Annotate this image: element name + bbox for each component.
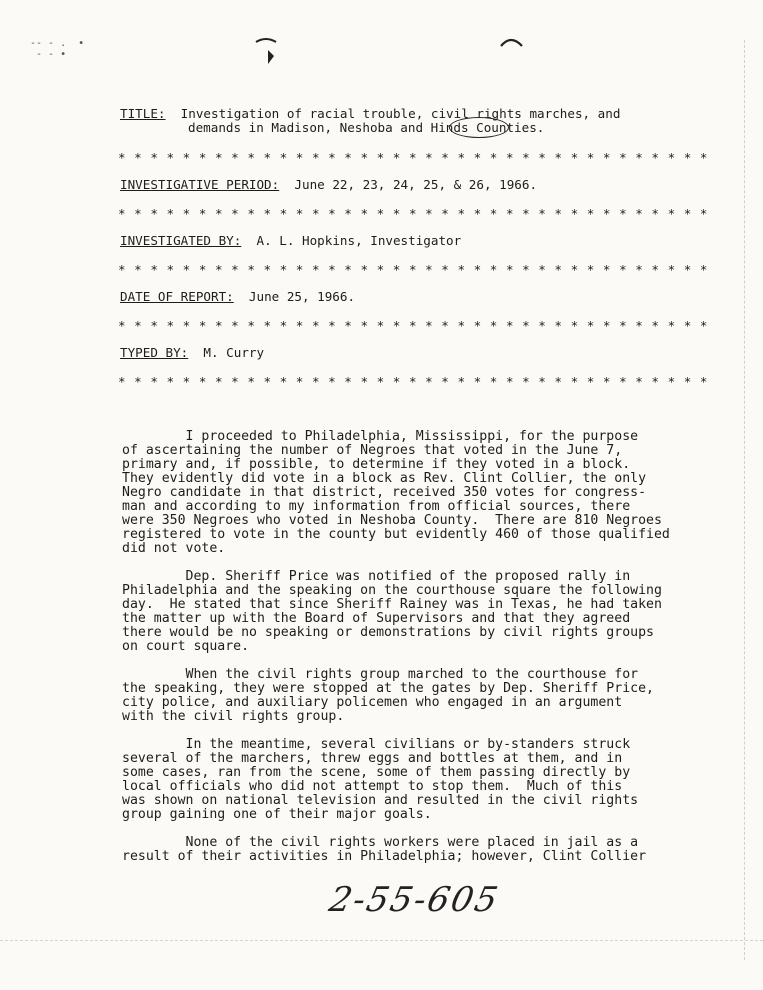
title-text-1: Investigation of racial trouble, civil rights marches, and: [180, 106, 621, 121]
report-date-line: [120, 290, 355, 304]
period-value: June 22, 23, 24, 25, & 26, 1966.: [294, 177, 538, 192]
margin-marks: -- - . • - - •: [30, 38, 85, 60]
investigator-value: A. L. Hopkins, Investigator: [256, 233, 462, 248]
period-line: [120, 178, 537, 192]
title-line-1: [120, 107, 620, 121]
typed-by-value: M. Curry: [203, 345, 265, 360]
investigator-label: INVESTIGATED BY:: [120, 233, 242, 248]
title-label: TITLE:: [120, 106, 166, 121]
paragraph-5: None of the civil rights workers were placed in jail as a result of their activities in Philadelphia; however, Clint Collier: [122, 835, 647, 864]
report-date-value: June 25, 1966.: [248, 289, 356, 304]
star-divider-3: * * * * * * * * * * * * * * * * * * * * * * * * * * * * * * * * * * * * *: [118, 262, 708, 277]
title-line-2: demands in Madison, Neshoba and Hinds Counties.: [188, 120, 545, 135]
star-divider-2: * * * * * * * * * * * * * * * * * * * * * * * * * * * * * * * * * * * * *: [118, 206, 708, 221]
hinds-circle-annotation: [449, 117, 509, 138]
star-divider-5: * * * * * * * * * * * * * * * * * * * * * * * * * * * * * * * * * * * * *: [118, 374, 708, 389]
punch-hole-left: [252, 36, 282, 70]
report-date-label: DATE OF REPORT:: [120, 289, 234, 304]
period-label: INVESTIGATIVE PERIOD:: [120, 177, 280, 192]
page-edge-bottom: [0, 940, 763, 941]
paragraph-2: Dep. Sheriff Price was notified of the proposed rally in Philadelphia and the speaking on the courthouse square the following day. He stated that since Sheriff Rainey was in Texas, he had taken the matter up with the Board of Supervisors and that they agreed there would be no speaking or demonstrations by civil rights groups on court square.: [122, 569, 662, 654]
handwritten-file-number: 2-55-605: [325, 880, 504, 920]
paragraph-4: In the meantime, several civilians or by-standers struck several of the marchers, threw eggs and bottles at them, and in some cases, ran from the scene, some of them passing directly by local officials who did not attempt to stop them. Much of this was shown on national television and resulted in the civil rights group gaining one of their major goals.: [122, 737, 639, 822]
punch-hole-right: [498, 34, 526, 50]
paragraph-3: When the civil rights group marched to the courthouse for the speaking, they were stopped at the gates by Dep. Sheriff Price, city police, and auxiliary policemen who engaged in an argument with the civil rights group.: [122, 667, 654, 724]
typed-by-label: TYPED BY:: [120, 345, 189, 360]
star-divider-1: * * * * * * * * * * * * * * * * * * * * * * * * * * * * * * * * * * * * *: [118, 150, 708, 165]
paragraph-1: I proceeded to Philadelphia, Mississippi, for the purpose of ascertaining the number of Negroes that voted in the June 7, primary and, if possible, to determine if they voted in a block. They evidently did vote in a block as Rev. Clint Collier, the only Negro candidate in that district, received 350 votes for congress- man and according to my information from official sources, there were 350 Negroes who voted in Neshoba County. There are 810 Negroes registered to vote in the county but evidently 460 of those qualified did not vote.: [122, 429, 670, 556]
page-edge-right: [744, 40, 745, 960]
investigator-line: [120, 234, 461, 248]
typed-by-line: [120, 346, 264, 360]
star-divider-4: * * * * * * * * * * * * * * * * * * * * * * * * * * * * * * * * * * * * *: [118, 318, 708, 333]
